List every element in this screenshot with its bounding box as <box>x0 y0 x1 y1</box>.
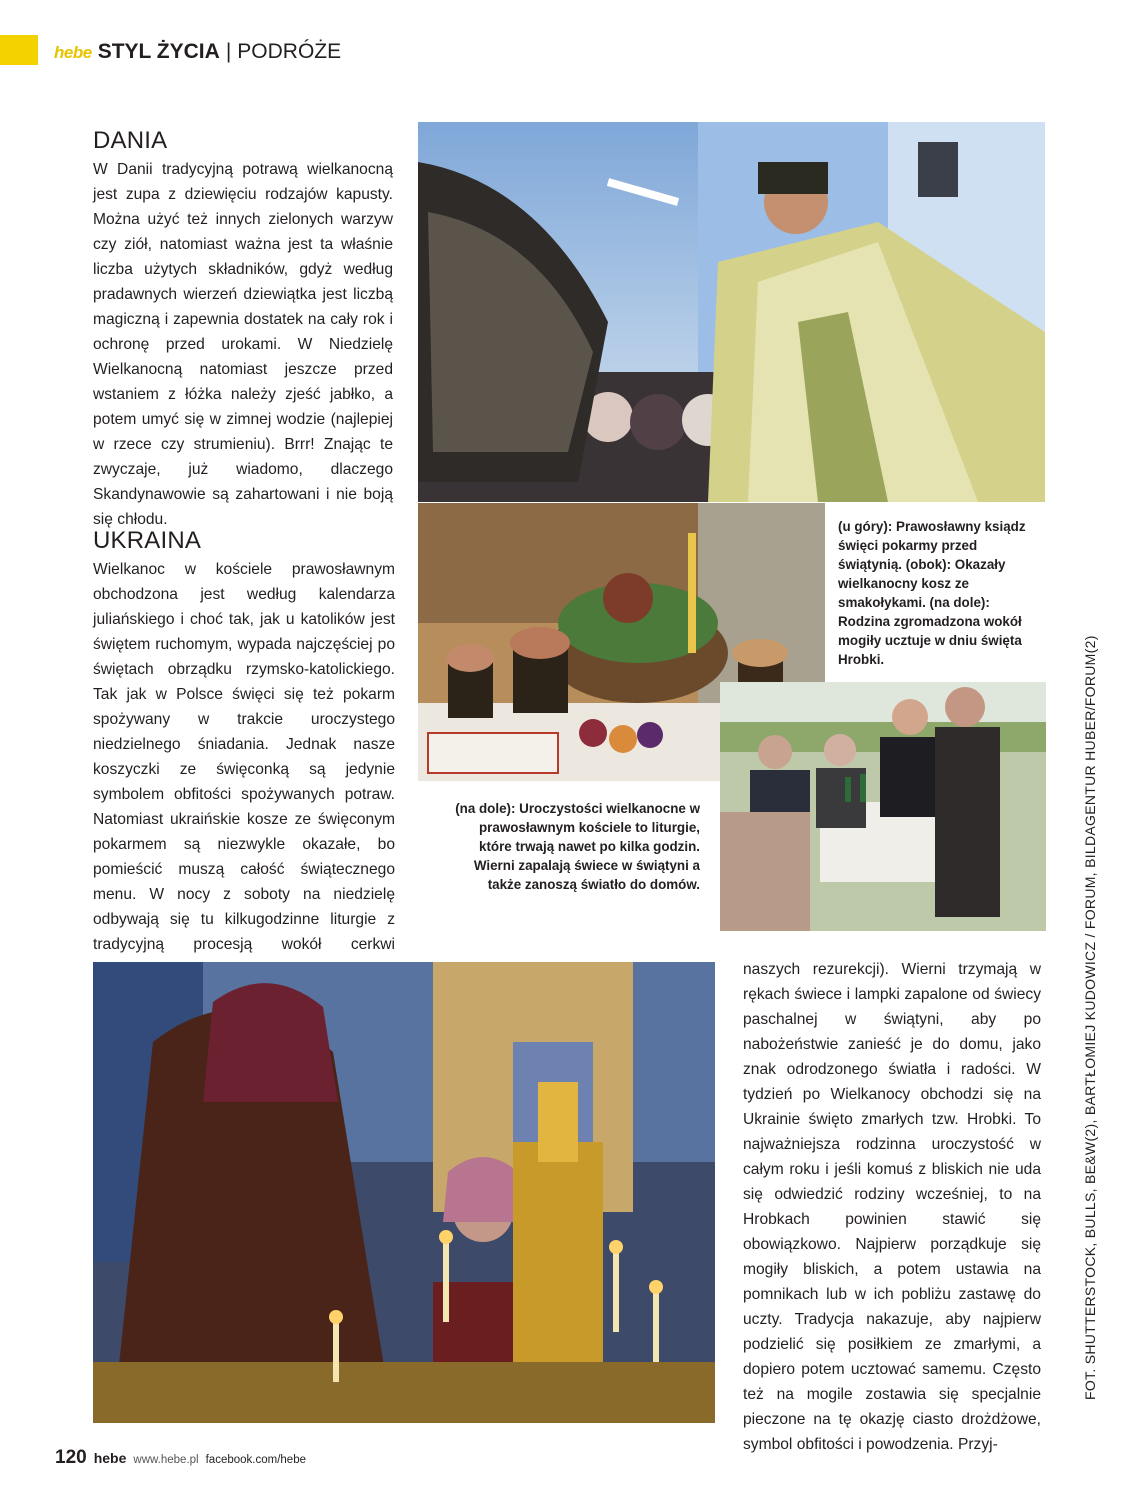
photo-credit: FOT. SHUTTERSTOCK, BULLS, BE&W(2), BARTŁOMIEJ KUDOWICZ / FORUM, BILDAGENTUR HUBER/FORUM(2) <box>1082 635 1098 1400</box>
page-footer <box>55 1447 306 1469</box>
heading-dania: DANIA <box>93 127 168 154</box>
brand-logo: hebe <box>54 43 92 62</box>
section-color-tab <box>0 35 38 65</box>
body-dania: W Danii tradycyjną potrawą wielkanocną jest zupa z dziewięciu rodzajów kapusty. Można użyć też innych zielonych warzyw czy ziół, natomiast ważna jest ta właśnie liczba użytych składników, gdyż według pradawnych wierzeń dziewiątka jest liczbą magiczną i zapewnia dostatek na cały rok i ochronę przed urokami. W Niedzielę Wielkanocną natomiast jeszcze przed wstaniem z łóżka należy zjeść jabłko, a potem umyć się w zimnej wodzie (najlepiej w rzece czy strumieniu). Brrr! Znając te zwyczaje, już wiadomo, dlaczego Skandynawowie są zahartowani i nie boją się chłodu. <box>93 161 393 528</box>
caption-right: (u góry): Prawosławny ksiądz święci pokarmy przed świątynią. (obok): Okazały wielkanocny kosz ze smakołykami. (na dole): Rodzina zgromadzona wokół mogiły ucztuje w dniu święta Hrobki. <box>838 519 1026 667</box>
caption-left: (na dole): Uroczystości wielkanocne w prawosławnym kościele to liturgie, które trwają nawet po kilka godzin. Wierni zapalają świece w świątyni a także zanoszą światło do domów. <box>455 801 700 892</box>
header-separator: | <box>225 40 232 63</box>
heading-ukraina: UKRAINA <box>93 527 202 554</box>
footer-facebook-link[interactable]: facebook.com/hebe <box>205 1454 306 1466</box>
footer-brand: hebe <box>93 1450 127 1466</box>
running-header <box>54 40 341 68</box>
photo-priest-blessing <box>418 122 1045 502</box>
subsection-title: PODRÓŻE <box>237 40 342 63</box>
footer-website-link[interactable]: www.hebe.pl <box>133 1454 199 1466</box>
photo-church-candles <box>93 962 715 1423</box>
section-title: STYL ŻYCIA <box>97 40 220 63</box>
body-ukraina-continued: naszych rezurekcji). Wierni trzymają w rękach świece i lampki zapalone od świecy paschalnej w świątyni, aby po nabożeństwie zanieść je do domu, jako znak odrodzonego światła i radości. W tydzień po Wielkanocy obchodzi się na Ukrainie święto zmarłych tzw. Hrobki. To najważniejsza rodzinna uroczystość w całym roku i jeśli komuś z bliskich nie uda się odwiedzić rodziny wcześniej, to na Hrobkach powinien stawić się obowiązkowo. Najpierw porządkuje się mogiły bliskich, a potem ustawia na pomnikach lub w ich pobliżu zastawę do uczty. Tradycja nakazuje, aby najpierw podzielić się posiłkiem ze zmarłymi, a dopiero potem ucztować samemu. Często też na mogile zostawia się specjalnie pieczone na tę okazję ciasto drożdżowe, symbol obfitości i powodzenia. Przyj- <box>743 961 1041 1453</box>
photo-hrobki-gathering <box>720 682 1046 931</box>
page-number: 120 <box>55 1447 87 1468</box>
body-ukraina: Wielkanoc w kościele prawosławnym obchodzona jest według kalendarza juliańskiego i choć tak, jak u katolików jest świętem ruchomym, wypada najczęściej po świętach obrządku rzymsko-katolickiego. Tak jak w Polsce święci się też pokarm spożywany w trakcie uroczystego niedzielnego śniadania. Jednak nasze koszyczki ze święconką są jedynie symbolem obfitości spożywanych potraw. Natomiast ukraińskie kosze ze święconym pokarmem są niezwykle okazałe, bo pomieścić muszą całość świątecznego menu. W nocy z soboty na niedzielę odbywają się tu kilkugodzinne liturgie z tradycyjną procesją wokół cerkwi <box>93 561 395 953</box>
